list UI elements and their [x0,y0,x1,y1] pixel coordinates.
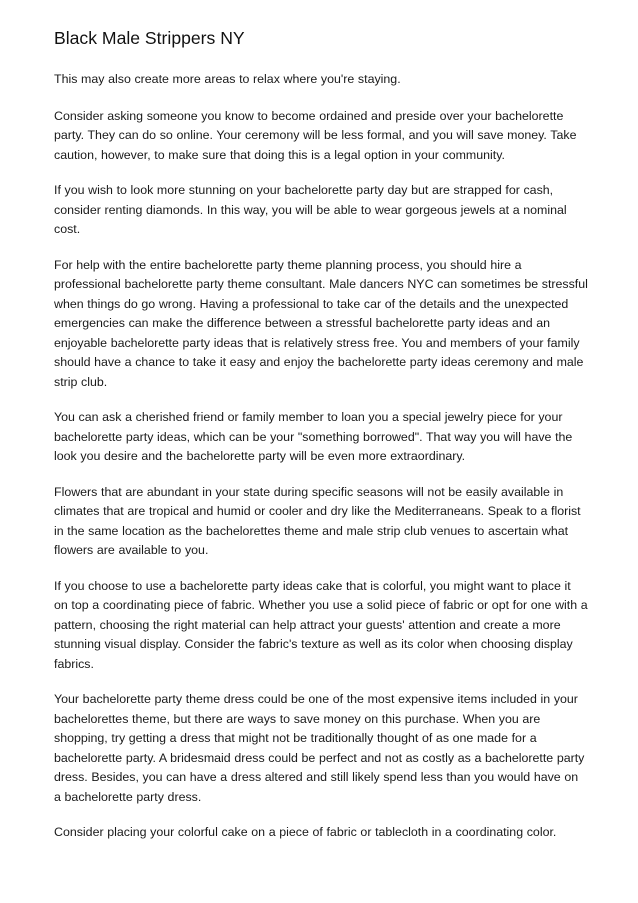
document-title: Black Male Strippers NY [54,28,245,48]
paragraph-relax-areas: This may also create more areas to relax where you're staying. [54,72,401,86]
paragraph-ordained-officiant: Consider asking someone you know to become ordained and preside over your bachelorette party. They can do so online. Your ceremony will be less formal, and you will save money. Take caution, however, to make sure that doing this is a legal option in your community. [54,108,577,162]
paragraph-cake-fabric: If you choose to use a bachelorette party ideas cake that is colorful, you might want to place it on top a coordinating piece of fabric. Whether you use a solid piece of fabric or opt for one with a pattern, choosing the right material can help attract your guests' attention and create a more stunning visual display. Consider the fabric's texture as well as its color when choosing display fabrics. [54,578,588,671]
paragraph-theme-consultant: For help with the entire bachelorette party theme planning process, you should hire a professional bachelorette party theme consultant. Male dancers NYC can sometimes be stressful when things do go wrong. Having a professional to take car of the details and the unexpected emergencies can make the difference between a stressful bachelorette party ideas and an enjoyable bachelorette party ideas that is relatively stress free. You and members of your family should have a chance to take it easy and enjoy the bachelorette party ideas ceremony and male strip club. [54,257,588,389]
paragraph-renting-diamonds: If you wish to look more stunning on your bachelorette party day but are strapped for cash, consider renting diamonds. In this way, you will be able to wear gorgeous jewels at a nominal cost. [54,183,567,236]
paragraph-party-dress: Your bachelorette party theme dress could be one of the most expensive items included in your bachelorettes theme, but there are ways to save money on this purchase. When you are shopping, try getting a dress that might not be traditionally thought of as one made for a bachelorette party. A bridesmaid dress could be perfect and not as costly as a bachelorette party dress. Besides, you can have a dress altered and still likely spend less than you would have on a bachelorette party dress. [54,692,585,804]
paragraph-cake-tablecloth: Consider placing your colorful cake on a piece of fabric or tablecloth in a coordinating color. [54,825,557,839]
paragraph-seasonal-flowers: Flowers that are abundant in your state during specific seasons will not be easily available in climates that are tropical and humid or cooler and dry like the Mediterraneans. Speak to a florist in the same location as the bachelorettes theme and male strip club venues to ascertain what flowers are available to you. [54,484,581,557]
paragraph-borrowed-jewelry: You can ask a cherished friend or family member to loan you a special jewelry piece for your bachelorette party ideas, which can be your "something borrowed". That way you will have the look you desire and the bachelorette party will be even more extraordinary. [54,410,573,463]
